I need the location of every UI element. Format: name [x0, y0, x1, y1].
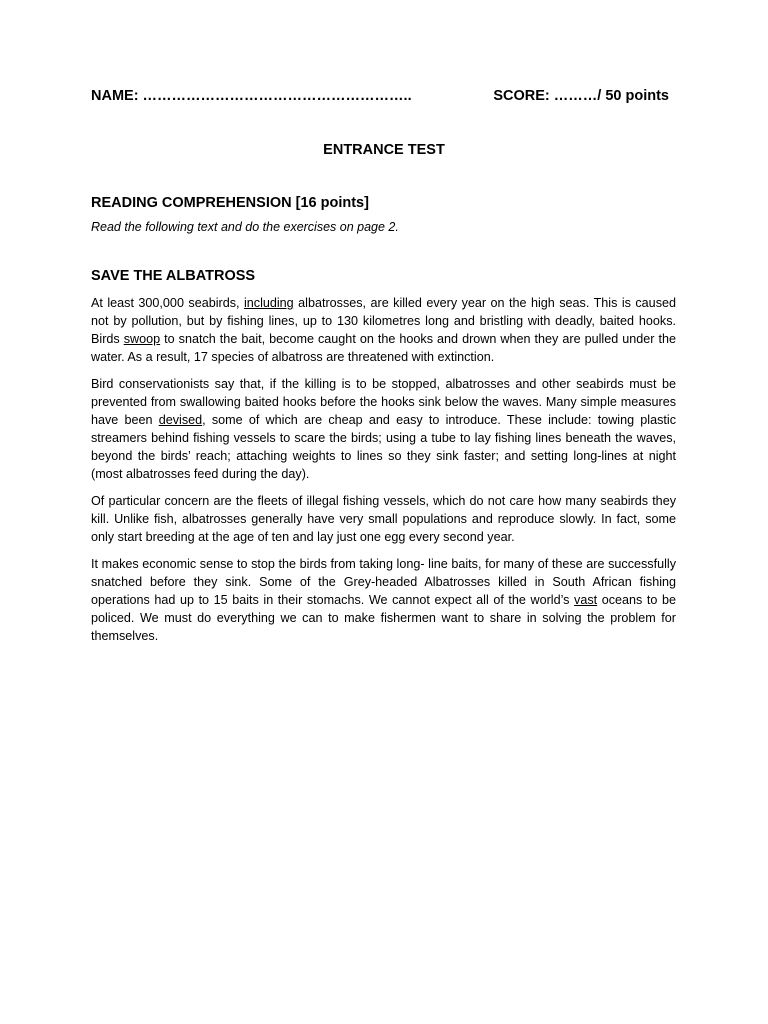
paragraph-4-text-a: It makes economic sense to stop the birds from taking long- line baits, for many of these are successfully snatched before they sink. Some of the Grey-headed Albatrosses killed in South African fishing operations had up to 15 baits in their stomachs. We cannot expect all of the world’s	[91, 557, 676, 607]
paragraph-2	[91, 375, 676, 483]
score-field-label: SCORE: ………/ 50 points	[493, 88, 669, 104]
paragraph-2-text-a: Bird conservationists say that, if the killing is to be stopped, albatrosses and other seabirds must be prevented from swallowing baited hooks before the hooks sink below the waves. Many simple measures have been	[91, 377, 676, 427]
article-title: SAVE THE ALBATROSS	[91, 268, 256, 284]
test-title: ENTRANCE TEST	[323, 142, 445, 158]
paragraph-1	[91, 294, 676, 366]
name-field-label: NAME: ………………………………………………..	[91, 88, 412, 104]
paragraph-4-text-b: oceans to be policed. We must do everything we can to make fishermen want to share in solving the problem for themselves.	[91, 593, 676, 643]
article-body	[91, 294, 676, 654]
underlined-word-vast: vast	[574, 593, 598, 607]
underlined-word-swoop: swoop	[123, 332, 161, 346]
paragraph-2-text-b: , some of which are cheap and easy to introduce. These include: towing plastic streamers behind fishing vessels to scare the birds; using a tube to lay fishing lines beneath the waves, beyond the birds’ reach; attaching weights to lines so they sink faster; and setting long-lines at night (most albatrosses feed during the day).	[91, 413, 676, 481]
section-instruction: Read the following text and do the exercises on page 2.	[91, 220, 399, 234]
header-row	[91, 88, 669, 108]
underlined-word-devised: devised	[158, 413, 203, 427]
paragraph-3: Of particular concern are the fleets of illegal fishing vessels, which do not care how many seabirds they kill. Unlike fish, albatrosses generally have very small populations and reproduce slowly. In fact, some only start breeding at the age of ten and lay just one egg every second year.	[91, 494, 676, 544]
paragraph-1-text-b: albatrosses, are killed every year on the high seas. This is caused not by pollution, but by fishing lines, up to 130 kilometres long and bristling with deadly, baited hooks. Birds	[91, 296, 676, 346]
paragraph-4	[91, 555, 676, 645]
section-heading: READING COMPREHENSION [16 points]	[91, 195, 369, 211]
paragraph-1-text-c: to snatch the bait, become caught on the hooks and drown when they are pulled under the water. As a result, 17 species of albatross are threatened with extinction.	[91, 332, 676, 364]
paragraph-1-text-a: At least 300,000 seabirds,	[91, 296, 244, 310]
underlined-word-including: including	[243, 296, 294, 310]
